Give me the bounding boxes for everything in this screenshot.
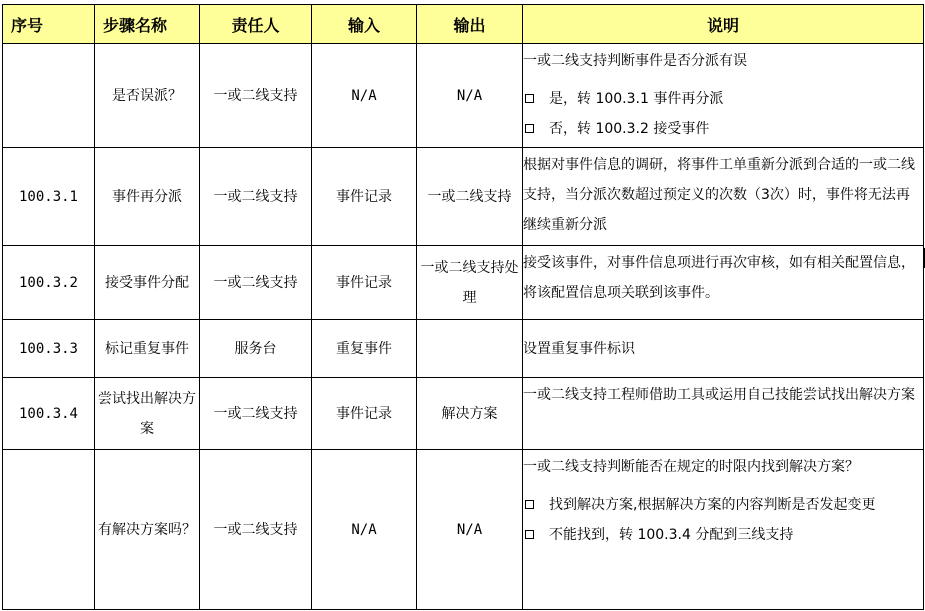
cell-owner: 一或二线支持 [200, 246, 312, 320]
cell-input: 重复事件 [312, 320, 417, 378]
cell-owner: 一或二线支持 [200, 148, 312, 246]
cell-input: 事件记录 [312, 246, 417, 320]
header-owner: 责任人 [200, 5, 312, 44]
cell-step-name: 有解决方案吗？ [95, 450, 200, 610]
description-text: 设置重复事件标识 [523, 340, 635, 357]
cell-step-name: 接受事件分配 [95, 246, 200, 320]
header-output: 输出 [417, 5, 523, 44]
list-item: 是，转 100.3.1 事件再分派 [523, 84, 923, 114]
cell-description [523, 378, 924, 450]
cell-output: N/A [417, 450, 523, 610]
cell-owner: 一或二线支持 [200, 44, 312, 148]
list-item: 找到解决方案,根据解决方案的内容判断是否发起变更 [523, 490, 923, 520]
table-row [3, 246, 924, 320]
cell-description [523, 320, 924, 378]
cell-output: 一或二线支持处理 [417, 246, 523, 320]
table-row [3, 148, 924, 246]
cell-seq [3, 44, 95, 148]
cell-description [523, 44, 924, 148]
table-row [3, 378, 924, 450]
header-input: 输入 [312, 5, 417, 44]
bullet-list [523, 84, 923, 144]
list-item: 否，转 100.3.2 接受事件 [523, 114, 923, 144]
checkbox-bullet-icon [525, 500, 534, 509]
checkbox-bullet-icon [525, 124, 534, 133]
cell-step-name: 尝试找出解决方案 [95, 378, 200, 450]
cell-output [417, 320, 523, 378]
bullet-list [523, 490, 923, 550]
cell-output: 解决方案 [417, 378, 523, 450]
cell-step-name: 是否误派？ [95, 44, 200, 148]
table-row [3, 320, 924, 378]
cell-output: 一或二线支持 [417, 148, 523, 246]
cell-input: 事件记录 [312, 148, 417, 246]
process-step-table [2, 4, 924, 610]
checkbox-bullet-icon [525, 94, 534, 103]
description-text: 一或二线支持判断事件是否分派有误 [523, 53, 747, 69]
cell-owner: 一或二线支持 [200, 378, 312, 450]
table-row [3, 450, 924, 610]
description-text: 一或二线支持工程师借助工具或运用自己技能尝试找出解决方案 [523, 387, 915, 403]
description-text: 接受该事件，对事件信息项进行再次审核，如有相关配置信息，将该配置信息项关联到该事件。 [523, 255, 915, 301]
cell-owner: 一或二线支持 [200, 450, 312, 610]
cell-description [523, 148, 924, 246]
cell-seq: 100.3.3 [3, 320, 95, 378]
cell-output: N/A [417, 44, 523, 148]
cell-description [523, 246, 924, 320]
cell-seq: 100.3.1 [3, 148, 95, 246]
cell-owner: 服务台 [200, 320, 312, 378]
header-description: 说明 [523, 5, 924, 44]
description-text: 根据对事件信息的调研，将事件工单重新分派到合适的一或二线支持，当分派次数超过预定义的次数（3次）时，事件将无法再继续重新分派 [523, 157, 915, 233]
description-text: 一或二线支持判断能否在规定的时限内找到解决方案？ [523, 459, 859, 475]
cell-seq: 100.3.4 [3, 378, 95, 450]
table-header-row [3, 5, 924, 44]
header-step-name: 步骤名称 [95, 5, 200, 44]
cell-step-name: 事件再分派 [95, 148, 200, 246]
cell-seq: 100.3.2 [3, 246, 95, 320]
cell-seq [3, 450, 95, 610]
checkbox-bullet-icon [525, 530, 534, 539]
table-row [3, 44, 924, 148]
cell-step-name: 标记重复事件 [95, 320, 200, 378]
cell-input: N/A [312, 44, 417, 148]
cell-description [523, 450, 924, 610]
cell-input: N/A [312, 450, 417, 610]
list-item: 不能找到，转 100.3.4 分配到三线支持 [523, 520, 923, 550]
cell-input: 事件记录 [312, 378, 417, 450]
header-seq: 序号 [3, 5, 95, 44]
